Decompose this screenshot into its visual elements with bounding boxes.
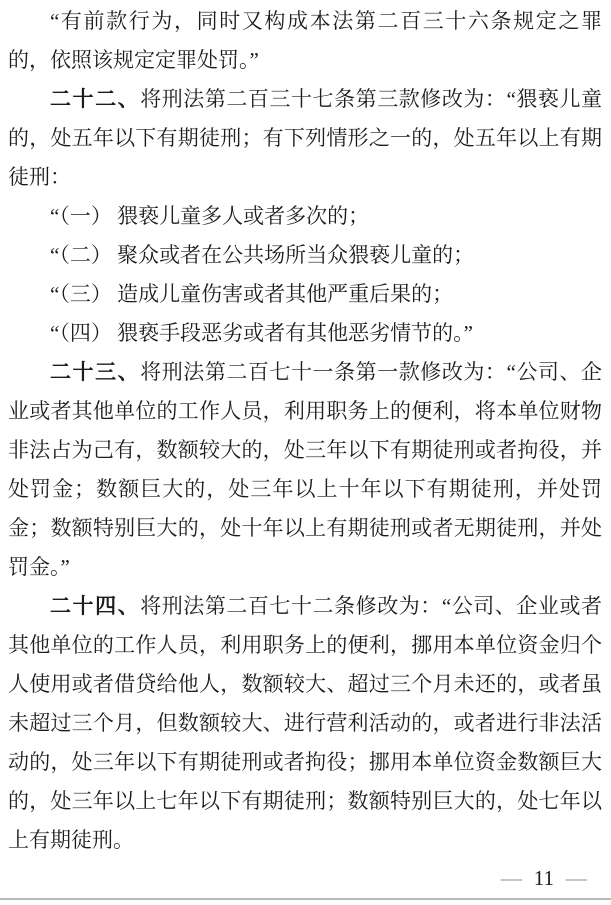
section-number: 二十三、 — [50, 361, 141, 384]
section-paragraph: 二十四、将刑法第二百七十二条修改为：“公司、企业或者其他单位的工作人员，利用职务上的便利，挪用本单位资金归个人使用或者借贷给他人，数额较大、超过三个月未还的，或者虽未超过三个月，但数额较大、进行营利活动的，或者进行非法活动的，处三年以下有期徒刑或者拘役；挪用本单位资金数额巨大的，处三年以上七年以下有期徒刑；数额特别巨大的，处七年以上有期徒刑。 — [8, 594, 602, 852]
section-paragraph: 二十二、将刑法第二百三十七条第三款修改为：“猥亵儿童的，处五年以下有期徒刑；有下列情形之一的，处五年以上有期徒刑： — [8, 87, 602, 189]
body-paragraph: “（四） 猥亵手段恶劣或者有其他恶劣情节的。” — [50, 321, 473, 345]
body-paragraph: “（三） 造成儿童伤害或者其他严重后果的； — [50, 282, 454, 306]
page-number: 11 — [533, 866, 554, 890]
section-paragraph: 二十三、将刑法第二百七十一条第一款修改为：“公司、企业或者其他单位的工作人员，利用职务上的便利，将本单位财物非法占为己有，数额较大的，处三年以下有期徒刑或者拘役，并处罚金；数额巨大的，处三年以上十年以下有期徒刑，并处罚金；数额特别巨大的，处十年以上有期徒刑或者无期徒刑，并处罚金。” — [8, 360, 602, 579]
page-footer — [501, 866, 587, 890]
body-paragraph: “有前款行为，同时又构成本法第二百三十六条规定之罪的，依照该规定定罪处罚。” — [8, 9, 602, 72]
section-number: 二十二、 — [50, 88, 141, 111]
footer-dash-left: — — [500, 866, 522, 890]
page-bottom-edge — [0, 898, 611, 900]
body-paragraph: “（一） 猥亵儿童多人或者多次的； — [50, 204, 370, 228]
section-number: 二十四、 — [50, 595, 141, 618]
body-paragraph: “（二） 聚众或者在公共场所当众猥亵儿童的； — [50, 243, 475, 267]
footer-dash-right: — — [566, 866, 587, 890]
